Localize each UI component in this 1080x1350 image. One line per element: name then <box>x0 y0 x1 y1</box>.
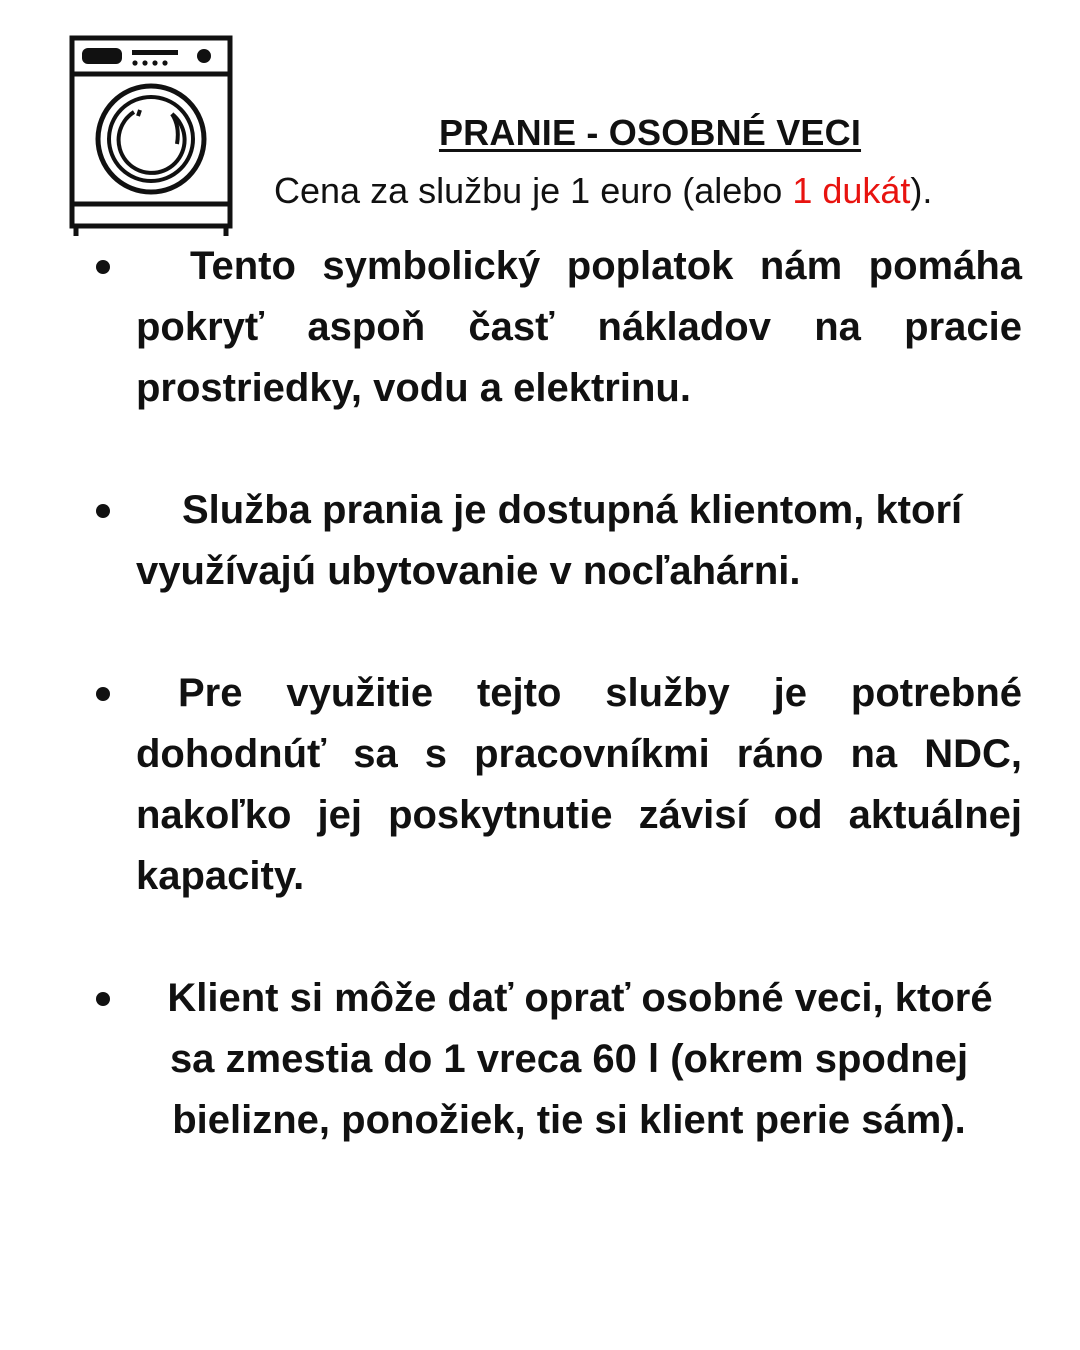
page-title: PRANIE - OSOBNÉ VECI <box>438 112 862 153</box>
list-item-text: Klient si môže dať oprať osobné veci, ktoré sa zmestia do 1 vreca 60 l (okrem spodnej bielizne, ponožiek, tie si klient perie sám). <box>167 976 993 1142</box>
price-accent: 1 dukát <box>792 170 911 211</box>
list-item-text: Pre využitie tejto služby je potrebné dohodnúť sa s pracovníkmi ráno na NDC, nakoľko jej poskytnutie závisí od aktuálnej kapacity. <box>136 671 1022 898</box>
bullet-icon <box>96 992 110 1006</box>
list-item <box>96 480 1022 602</box>
price-suffix: ). <box>910 170 933 211</box>
washing-machine-icon <box>68 34 234 238</box>
heading <box>260 112 1040 154</box>
list-item-text: Tento symbolický poplatok nám pomáha pokryť aspoň časť nákladov na pracie prostriedky, vodu a elektrinu. <box>136 244 1022 410</box>
bullet-list <box>96 236 1022 1212</box>
bullet-icon <box>96 504 110 518</box>
price-prefix: Cena za službu je 1 euro (alebo <box>274 170 793 211</box>
list-item <box>96 968 1022 1151</box>
price-line <box>274 170 1034 212</box>
bullet-icon <box>96 260 110 274</box>
list-item <box>96 236 1022 419</box>
list-item <box>96 663 1022 907</box>
bullet-icon <box>96 687 110 701</box>
list-item-text: Služba prania je dostupná klientom, ktorí využívajú ubytovanie v nocľahárni. <box>136 488 963 593</box>
